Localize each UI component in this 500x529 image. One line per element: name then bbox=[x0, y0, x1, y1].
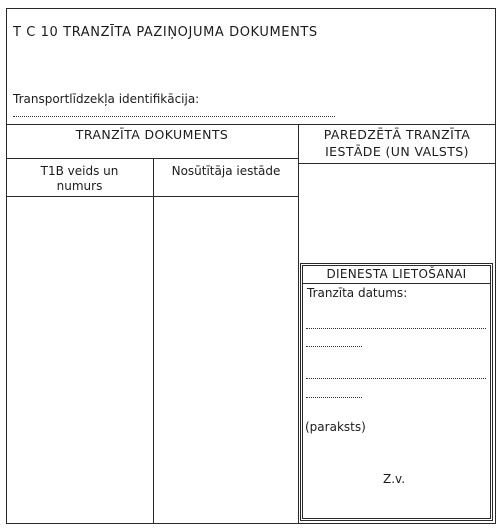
sender-office-column-body[interactable] bbox=[154, 197, 298, 523]
transit-date-line-2[interactable] bbox=[306, 346, 362, 347]
divider-after-identification bbox=[6, 124, 496, 125]
form-title: T C 10 TRANZĪTA PAZIŅOJUMA DOKUMENTS bbox=[13, 25, 318, 40]
frame-top bbox=[6, 8, 496, 9]
destination-office-header-line1: PAREDZĒTĀ TRANZĪTA bbox=[323, 127, 471, 142]
destination-office-field[interactable] bbox=[299, 164, 495, 262]
t1b-column-body[interactable] bbox=[7, 197, 153, 523]
destination-office-header-line2: IESTĀDE (UN VALSTS) bbox=[325, 144, 469, 159]
vehicle-identification-field[interactable] bbox=[13, 116, 335, 117]
official-header-underline bbox=[302, 283, 491, 284]
transit-date-line-1[interactable] bbox=[306, 328, 486, 329]
official-use-header: DIENESTA LIETOŠANAI bbox=[326, 267, 467, 281]
transit-date-label: Tranzīta datums: bbox=[307, 286, 408, 300]
sender-office-column-header: Nosūtītāja iestāde bbox=[171, 164, 281, 178]
transit-document-header: TRANZĪTA DOKUMENTS bbox=[75, 127, 229, 142]
frame-bottom bbox=[6, 523, 496, 524]
signature-line-1[interactable] bbox=[306, 378, 486, 379]
signature-label: (paraksts) bbox=[305, 420, 366, 434]
vehicle-identification-label: Transportlīdzekļa identifikācija: bbox=[13, 92, 200, 106]
t1b-column-header-line2: numurs bbox=[56, 179, 103, 193]
signature-line-2[interactable] bbox=[306, 397, 362, 398]
left-header-underline bbox=[6, 158, 298, 159]
stamp-label: Z.v. bbox=[383, 472, 406, 486]
frame-right bbox=[495, 8, 496, 524]
t1b-column-header-line1: T1B veids un bbox=[40, 164, 119, 178]
